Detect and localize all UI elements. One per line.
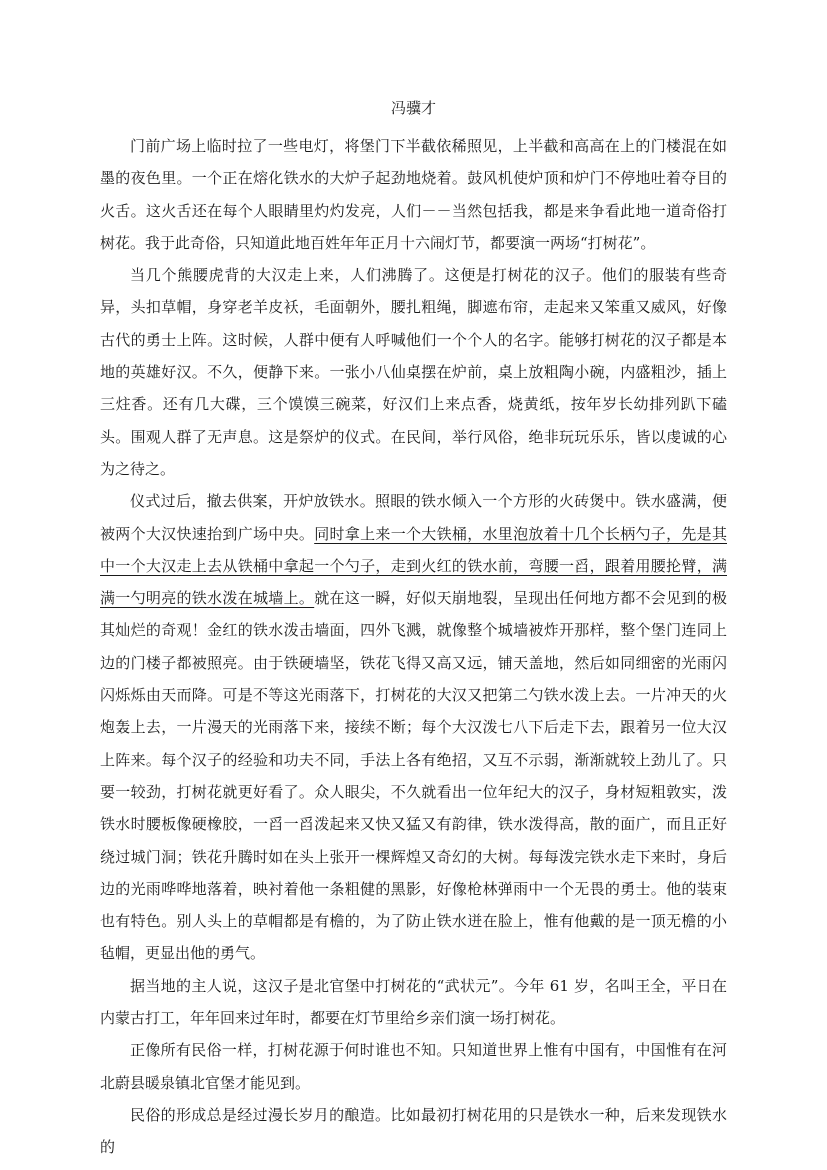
paragraph-4: 据当地的主人说，这汉子是北官堡中打树花的“武状元”。今年 61 岁，名叫王全，平日在内蒙古打工，年年回来过年时，都要在灯节里给乡亲们演一场打树花。 (100, 976, 727, 1028)
document-page (100, 98, 727, 1164)
underlined-sentence: 同时拿上来一个大铁桶，水里泡放着十几个长柄勺子，先是其中一个大汉走上去从铁桶中拿起一个勺子，走到火红的铁水前，弯腰一舀，跟着用腰抡臂，满满一勺明亮的铁水泼在城墙上。 (100, 524, 727, 608)
paragraph-2: 当几个熊腰虎背的大汉走上来，人们沸腾了。这便是打树花的汉子。他们的服装有些奇异，头扣草帽，身穿老羊皮袄，毛面朝外，腰扎粗绳，脚遮布帘，走起来又笨重又威风，好像古代的勇士上阵。这时候，人群中便有人呼喊他们一个个人的名字。能够打树花的汉子都是本地的英雄好汉。不久，便静下来。一张小八仙桌摆在炉前，桌上放粗陶小碗，内盛粗沙，插上三炷香。还有几大碟，三个馍馍三碗菜，好汉们上来点香，烧黄纸，按年岁长幼排列趴下磕头。围观人群了无声息。这是祭炉的仪式。在民间，举行风俗，绝非玩玩乐乐，皆以虔诚的心为之待之。 (100, 266, 727, 478)
author-name: 冯骥才 (390, 99, 436, 117)
paragraph-1: 门前广场上临时拉了一些电灯，将堡门下半截依稀照见，上半截和高高在上的门楼混在如墨的夜色里。一个正在熔化铁水的大炉子起劲地烧着。鼓风机使炉顶和炉门不停地吐着夺目的火舌。这火舌还在每个人眼睛里灼灼发亮，人们－－当然包括我，都是来争看此地一道奇俗打树花。我于此奇俗，只知道此地百姓年年正月十六闹灯节，都要演一两场“打树花”。 (100, 137, 727, 252)
paragraph-3-text-before: 仪式过后，撤去供案，开炉放铁水。照眼的铁水倾入一个方形的火砖煲中。铁水盛满，便被两个大汉快速抬到广场中央。 (100, 492, 727, 543)
paragraph-5: 正像所有民俗一样，打树花源于何时谁也不知。只知道世界上惟有中国有，中国惟有在河北蔚县暖泉镇北官堡才能见到。 (100, 1041, 727, 1092)
paragraph-6: 民俗的形成总是经过漫长岁月的酿造。比如最初打树花用的只是铁水一种，后来发现铁水的 (100, 1105, 727, 1157)
paragraph-3 (100, 485, 727, 969)
paragraph-3-text-after: 就在这一瞬，好似天崩地裂，呈现出任何地方都不会见到的极其灿烂的奇观！金红的铁水泼击墙面，四外飞溅，就像整个城墙被炸开那样，整个堡门连同上边的门楼子都被照亮。由于铁硬墙坚，铁花飞得又高又远，铺天盖地，然后如同细密的光雨闪闪烁烁由天而降。可是不等这光雨落下，打树花的大汉又把第二勺铁水泼上去。一片冲天的火炮轰上去，一片漫天的光雨落下来，接续不断；每个大汉泼七八下后走下去，跟着另一位大汉上阵来。每个汉子的经验和功夫不同，手法上各有绝招，又互不示弱，渐渐就较上劲儿了。只要一较劲，打树花就更好看了。众人眼尖，不久就看出一位年纪大的汉子，身材短粗敦实，泼铁水时腰板像硬橡胶，一舀一舀泼起来又快又猛又有韵律，铁水泼得高，散的面广，而且正好绕过城门洞；铁花升腾时如在头上张开一棵辉煌又奇幻的大树。每每泼完铁水走下来时，身后边的光雨哗哗地落着，映衬着他一条粗健的黑影，好像枪林弹雨中一个无畏的勇士。他的装束也有特色。别人头上的草帽都是有檐的，为了防止铁水迸在脸上，惟有他戴的是一顶无檐的小毡帽，更显出他的勇气。 (100, 589, 727, 963)
